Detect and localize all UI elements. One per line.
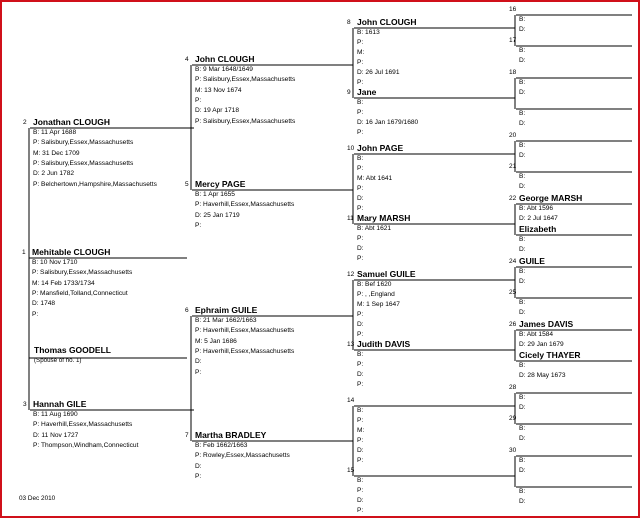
ancestor-fact: B: [519, 79, 526, 86]
ancestor-number: 17 [509, 37, 517, 44]
ancestor-fact: P: [357, 361, 364, 368]
spouse-name: Thomas GOODELL [34, 345, 111, 355]
ancestor-fact: P: [357, 129, 364, 136]
ancestor-number: 10 [347, 145, 355, 152]
ancestor-fact: P: [357, 311, 364, 318]
ancestor-fact: P: Thompson,Windham,Connecticut [33, 441, 139, 449]
ancestor-number: 25 [509, 289, 517, 296]
ancestor-fact: B: [519, 362, 526, 369]
ancestor-number: 9 [347, 89, 351, 96]
ancestor-fact: D: [519, 466, 526, 474]
ancestor-fact: B: [519, 47, 526, 54]
ancestor-fact: P: [195, 96, 202, 104]
ancestor-fact: D: [519, 56, 526, 64]
ancestor-name: GUILE [519, 256, 545, 266]
ancestor-fact: D: [195, 462, 202, 470]
ancestor-fact: B: [357, 407, 364, 414]
ancestor-fact: D: 26 Jul 1691 [357, 69, 400, 76]
ancestor-fact: D: [195, 358, 202, 366]
ancestor-fact: M: 13 Nov 1674 [195, 86, 242, 94]
ancestor-fact: P: [357, 205, 364, 212]
ancestor-fact: B: Abt 1621 [357, 225, 392, 232]
ancestor-number: 6 [185, 307, 189, 314]
ancestor-name: James DAVIS [519, 319, 574, 329]
ancestor-fact: M: 1 Sep 1647 [357, 301, 400, 308]
ancestor-fact: P: [357, 39, 364, 46]
ancestor-fact: D: [519, 434, 526, 442]
ancestor-number: 20 [509, 132, 517, 139]
ancestor-number: 18 [509, 69, 517, 76]
ancestor-fact: P: [357, 417, 364, 424]
ancestor-fact: P: Mansfield,Tolland,Connecticut [32, 289, 128, 297]
ancestor-number: 22 [509, 195, 517, 202]
ancestor-fact: B: [519, 268, 526, 275]
ancestor-fact: B: [519, 394, 526, 401]
ancestor-fact: P: [357, 79, 364, 86]
ancestor-number: 11 [347, 215, 354, 222]
ancestor-fact: M: 5 Jan 1686 [195, 337, 237, 345]
ancestor-name: John CLOUGH [195, 54, 255, 64]
ancestor-name: Cicely THAYER [519, 350, 581, 360]
ancestor-fact: D: [519, 25, 526, 33]
ancestor-fact: P: [357, 235, 364, 242]
ancestor-number: 26 [509, 321, 517, 328]
ancestor-fact: D: [519, 119, 526, 127]
ancestor-fact: P: [357, 437, 364, 444]
ancestor-number: 30 [509, 447, 517, 454]
ancestor-fact: D: 11 Nov 1727 [33, 431, 79, 439]
ancestor-fact: P: [357, 165, 364, 172]
ancestor-fact: D: [519, 277, 526, 285]
ancestor-fact: P: Haverhill,Essex,Massachusetts [195, 327, 295, 335]
ancestor-fact: B: [519, 236, 526, 243]
ancestor-fact: B: [357, 477, 364, 484]
ancestor-fact: B: [519, 457, 526, 464]
ancestor-fact: P: Salisbury,Essex,Massachusetts [33, 159, 134, 167]
ancestor-name: Jonathan CLOUGH [33, 117, 110, 127]
ancestor-fact: P: Rowley,Essex,Massachusetts [195, 452, 290, 460]
ancestor-fact: P: [357, 255, 364, 262]
ancestor-fact: P: Haverhill,Essex,Massachusetts [33, 421, 133, 429]
ancestor-fact: P: [357, 109, 364, 116]
ancestor-fact: B: [519, 173, 526, 180]
ancestor-fact: M: [357, 49, 365, 56]
ancestor-fact: P: [357, 59, 364, 66]
ancestor-number: 3 [23, 401, 27, 408]
ancestor-number: 28 [509, 384, 517, 391]
ancestor-name: George MARSH [519, 193, 583, 203]
ancestor-fact: D: [519, 151, 526, 159]
ancestor-fact: P: [32, 310, 39, 318]
ancestor-fact: B: [519, 488, 526, 495]
ancestor-fact: P: [195, 368, 202, 376]
ancestor-number: 14 [347, 397, 355, 404]
ancestor-fact: B: 1 Apr 1655 [195, 191, 235, 198]
ancestor-fact: B: 9 Mar 1648/1649 [195, 66, 253, 73]
ancestor-fact: B: Abt 1596 [519, 205, 554, 212]
ancestor-number: 5 [185, 181, 189, 188]
ancestor-number: 4 [185, 56, 189, 63]
ancestor-fact: P: Salisbury,Essex,Massachusetts [32, 269, 133, 277]
print-date: 03 Dec 2010 [19, 495, 56, 502]
ancestor-fact: B: [357, 99, 364, 106]
ancestor-number: 7 [185, 432, 189, 439]
ancestor-fact: B: 10 Nov 1710 [32, 259, 78, 266]
ancestor-fact: D: 28 May 1673 [519, 371, 566, 379]
ancestor-number: 29 [509, 415, 517, 422]
ancestor-fact: D: 25 Jan 1719 [195, 211, 240, 219]
ancestor-fact: P: [357, 507, 364, 514]
ancestor-fact: D: [357, 195, 364, 202]
ancestor-name: Judith DAVIS [357, 339, 411, 349]
ancestor-fact: D: 29 Jan 1679 [519, 340, 564, 348]
ancestor-fact: M: [357, 427, 365, 434]
ancestor-name: Mercy PAGE [195, 179, 246, 189]
ancestor-fact: D: [519, 245, 526, 253]
ancestor-fact: P: [195, 472, 202, 480]
ancestor-fact: P: , ,England [357, 291, 395, 298]
ancestor-fact: P: Salisbury,Essex,Massachusetts [195, 117, 296, 125]
ancestor-fact: P: Belchertown,Hampshire,Massachusetts [33, 180, 157, 188]
ancestor-name: John CLOUGH [357, 17, 417, 27]
ancestor-fact: M: Abt 1641 [357, 175, 393, 182]
ancestor-fact: D: [519, 182, 526, 190]
ancestor-fact: P: [357, 185, 364, 192]
ancestor-fact: D: 1748 [32, 300, 56, 308]
ancestor-number: 2 [23, 119, 27, 126]
ancestor-number: 8 [347, 19, 351, 26]
ancestor-fact: D: 16 Jan 1679/1680 [357, 119, 419, 126]
ancestor-number: 21 [509, 163, 517, 170]
ancestor-fact: P: [357, 457, 364, 464]
ancestor-fact: D: [357, 321, 364, 328]
ancestor-name: Hannah GILE [33, 399, 87, 409]
ancestor-number: 16 [509, 6, 517, 13]
ancestor-fact: B: [357, 155, 364, 162]
ancestor-number: 24 [509, 258, 517, 265]
ancestor-fact: B: 21 Mar 1662/1663 [195, 317, 257, 324]
ancestor-fact: D: [519, 403, 526, 411]
ancestor-fact: D: 19 Apr 1718 [195, 107, 239, 115]
ancestor-name: Elizabeth [519, 224, 557, 234]
ancestor-fact: B: Feb 1662/1663 [195, 442, 248, 449]
ancestor-fact: B: [519, 425, 526, 432]
ancestor-fact: M: 14 Feb 1733/1734 [32, 279, 95, 287]
ancestor-name: Martha BRADLEY [195, 430, 267, 440]
ancestor-fact: B: [519, 299, 526, 306]
ancestor-fact: M: 31 Dec 1709 [33, 149, 80, 157]
ancestor-fact: P: Salisbury,Essex,Massachusetts [195, 76, 296, 84]
ancestor-name: Mehitable CLOUGH [32, 247, 111, 257]
ancestor-fact: B: 11 Apr 1688 [33, 129, 77, 136]
ancestor-fact: D: 2 Jun 1782 [33, 170, 75, 178]
ancestor-fact: D: [357, 497, 364, 504]
ancestor-fact: P: Salisbury,Essex,Massachusetts [33, 139, 134, 147]
ancestor-name: Ephraim GUILE [195, 305, 258, 315]
ancestor-number: 1 [22, 249, 26, 256]
ancestor-fact: B: Bef 1620 [357, 281, 392, 288]
ancestor-fact: B: Abt 1584 [519, 331, 554, 338]
ancestor-fact: B: [519, 142, 526, 149]
ancestor-fact: P: Haverhill,Essex,Massachusetts [195, 347, 295, 355]
ancestor-fact: D: [357, 245, 364, 252]
ancestor-number: 15 [347, 467, 355, 474]
ancestor-fact: P: Haverhill,Essex,Massachusetts [195, 201, 295, 209]
ancestor-fact: B: [357, 351, 364, 358]
ancestor-fact: P: [357, 381, 364, 388]
ancestor-name: Mary MARSH [357, 213, 411, 223]
ancestor-fact: D: 2 Jul 1647 [519, 214, 558, 222]
ancestor-name: Jane [357, 87, 377, 97]
ancestor-fact: D: [519, 497, 526, 505]
ancestor-number: 13 [347, 341, 355, 348]
ancestor-fact: D: [357, 371, 364, 378]
ancestor-fact: P: [357, 487, 364, 494]
ancestor-fact: B: [519, 16, 526, 23]
ancestor-name: Samuel GUILE [357, 269, 416, 279]
ancestor-fact: D: [519, 88, 526, 96]
ancestor-fact: B: [519, 110, 526, 117]
ancestor-fact: D: [519, 308, 526, 316]
ancestor-fact: D: [357, 447, 364, 454]
ancestor-fact: P: [195, 221, 202, 229]
ancestor-fact: B: 11 Aug 1690 [33, 411, 78, 418]
ancestor-number: 12 [347, 271, 355, 278]
spouse-note: (Spouse of no. 1) [34, 357, 82, 364]
ancestor-name: John PAGE [357, 143, 404, 153]
ancestor-fact: B: 1613 [357, 29, 380, 36]
ancestor-fact: P: [357, 331, 364, 338]
